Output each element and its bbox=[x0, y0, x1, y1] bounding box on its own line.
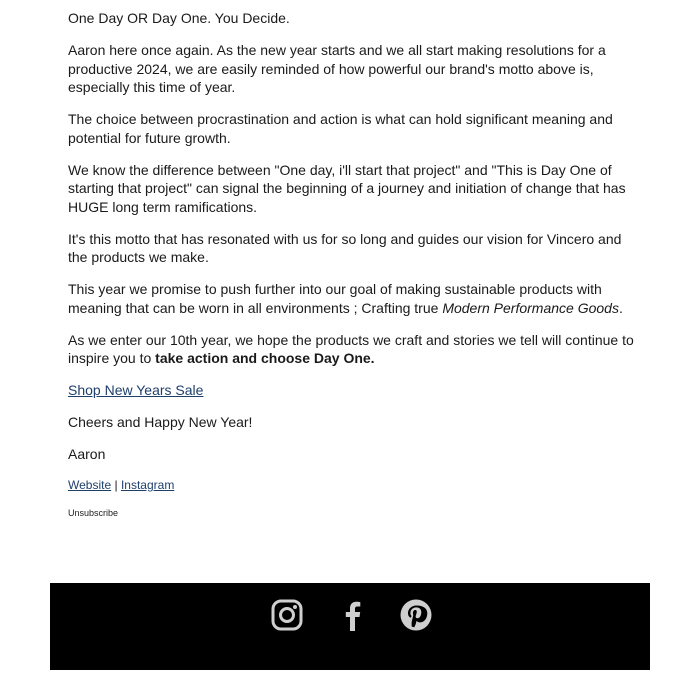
paragraph-5 bbox=[68, 280, 638, 317]
facebook-icon[interactable] bbox=[336, 598, 370, 632]
cta-paragraph bbox=[68, 381, 638, 400]
intro-line: One Day OR Day One. You Decide. bbox=[68, 10, 290, 26]
paragraph-2: The choice between procrastination and action is what can hold significant meaning and potential for future growth. bbox=[68, 111, 613, 146]
instagram-icon[interactable] bbox=[270, 598, 304, 632]
closing-line: Cheers and Happy New Year! bbox=[68, 414, 253, 430]
paragraph-4: It's this motto that has resonated with us for so long and guides our vision for Vincero and the products we make. bbox=[68, 230, 622, 265]
paragraph-5-text: This year we promise to push further into our goal of making sustainable products with meaning that can be worn in all environments ; Crafting true bbox=[68, 281, 602, 316]
footer-links bbox=[68, 477, 638, 493]
social-footer bbox=[50, 583, 650, 670]
website-link[interactable]: Website bbox=[68, 478, 112, 492]
paragraph-6 bbox=[68, 331, 638, 368]
paragraph-1: Aaron here once again. As the new year starts and we all start making resolutions for a productive 2024, we are easily reminded of how powerful our brand's motto above is, especially this time of year. bbox=[68, 42, 606, 95]
unsubscribe-link[interactable]: Unsubscribe bbox=[68, 507, 119, 518]
pinterest-icon[interactable] bbox=[399, 598, 433, 632]
link-separator: | bbox=[114, 478, 118, 492]
paragraph-6-text: As we enter our 10th year, we hope the products we craft and stories we tell will continue to inspire you to bbox=[68, 331, 634, 366]
paragraph-5-italic: Modern Performance Goods bbox=[442, 299, 619, 316]
email-body bbox=[68, 9, 638, 519]
paragraph-5-end: . bbox=[618, 299, 623, 316]
shop-sale-link[interactable]: Shop New Years Sale bbox=[68, 382, 204, 398]
instagram-link[interactable]: Instagram bbox=[120, 478, 175, 492]
paragraph-3: We know the difference between "One day, i'll start that project" and "This is Day One of starting that project" can signal the beginning of a journey and initiation of change that has HUGE long term ramifications. bbox=[68, 161, 626, 215]
signature: Aaron bbox=[68, 446, 106, 462]
paragraph-6-bold: take action and choose Day One. bbox=[155, 350, 375, 366]
